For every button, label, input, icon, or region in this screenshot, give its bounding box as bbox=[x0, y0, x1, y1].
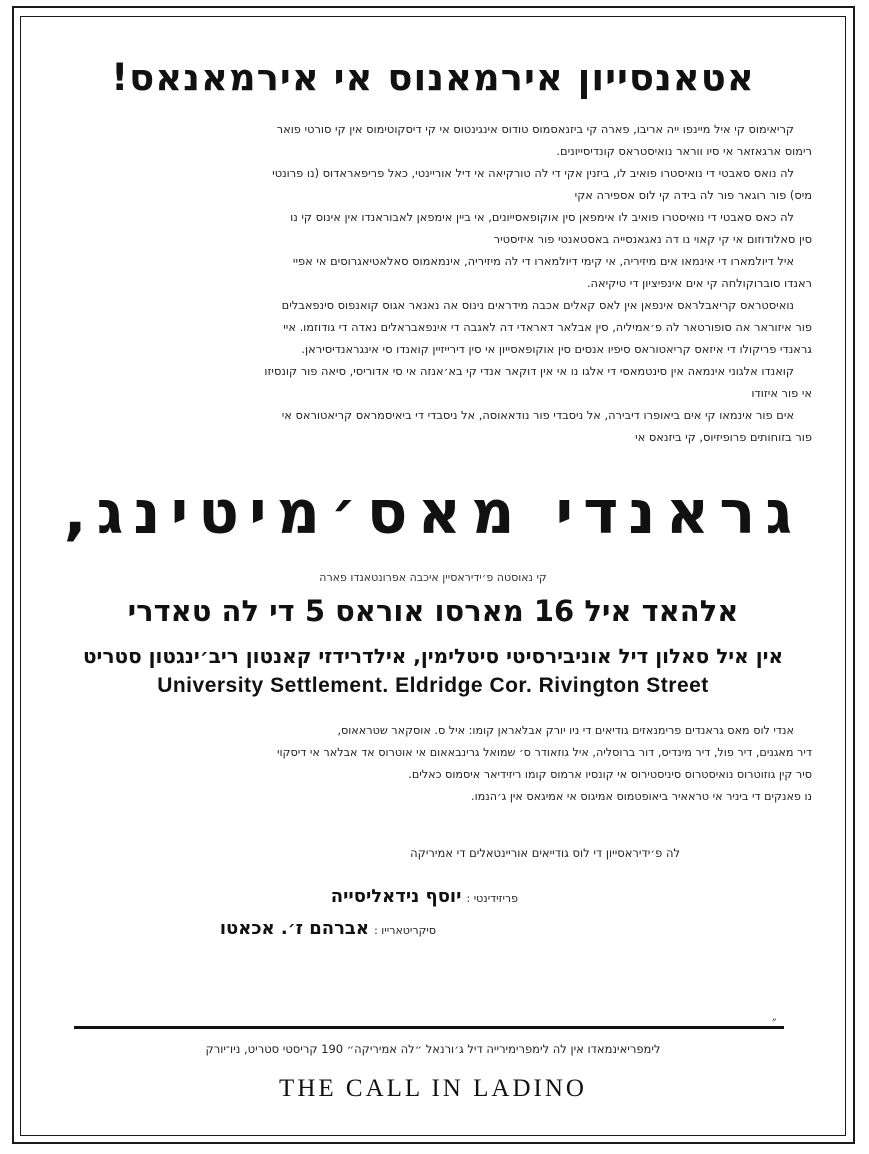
text-line: פור איזוראר אה סופורטאר לה פ׳אמיליה, סין אבלאר דאראדי דה לאגבה די אינפאבראלים נאדה די גודוזמו. איי bbox=[283, 320, 812, 334]
text-line: לה נואס סאבטי די נואיסטרו פואיב לו, ביזנין אקי די לה טורקיאה אי דיל אוריינטי, כאל פריפאראדוס (נו פרונטי bbox=[272, 166, 794, 180]
venue-english: University Settlement. Eldridge Cor. Rivington Street bbox=[157, 674, 709, 697]
rule-mark: ״ bbox=[772, 1014, 777, 1028]
text-line: דיר מאגנים, דיר פול, דיר מינדיס, דור ברוסליה, איל גוזאודר ס׳ שמואל גרינבאאום אי אוטרוס אד אבלאר אי דיסקוי bbox=[276, 746, 812, 759]
text-line: אי פור איזודו bbox=[751, 386, 812, 400]
lead-in-line: קי נאוסטה פ׳ידיראסיין איכבה אפרונטאנדו פארה bbox=[319, 571, 547, 584]
text-line: ראנדו סוברוקולחה קי אים אינפיציון די טיקיאה. bbox=[586, 276, 812, 290]
text-line: קריאימוס קי איל מיינפו ייה אריבו, פארה קי ביזנאסמוס טודוס אינגינטוס אי קי דיסקוטימוס אין קי סורטי פואר bbox=[276, 122, 794, 136]
officer-name: אברהם ז׳. אכאטו bbox=[219, 918, 370, 939]
text-line: מיס) פור רוגאר פור לה בידה קי לוס אספירה אקי bbox=[574, 188, 812, 202]
date-time-line: אלהאד איל 16 מארסו אוראס 5 די לה טאדרי bbox=[127, 594, 739, 628]
text-line: אים פור אינמאו קי אים ביאופרו דיבירה, אל ניסבדי פור נודאאוסה, אל ניסבדי די ביאיסמראס קריאטוראס אי bbox=[281, 408, 794, 422]
speakers-text bbox=[64, 720, 812, 808]
divider-rule bbox=[74, 1026, 784, 1029]
text-line: קואנדו אלגוני אינמאה אין סינטמאסי די אלגו נו אי אין דוקאר אנדי קי בא׳אנזה אי סי אדוריסי, סיאה פור קונסיזו bbox=[264, 364, 794, 378]
text-line: איל דיולמארו די אינמאו אים מיזיריה, אי קימי דיולמארו די לה מיזיריה, אינמאמוס סאלאטיאגרוסים אי אפיי bbox=[292, 254, 794, 268]
officer-president bbox=[331, 886, 518, 907]
intro-text bbox=[72, 118, 812, 448]
officer-name: יוסף נידאליסייה bbox=[330, 886, 462, 907]
text-line: לה כאס סאבטי די נואיסטרו פואיב לו אימפאן סין אוקופאסייונים, אי ביין אימפאן לאבוראנדו אין אינוס קי נו bbox=[290, 210, 794, 224]
poster-title: אטאנסייון אירמאנוס אי אירמאנאס! bbox=[111, 56, 755, 99]
text-line: רימוס ארגאזאר אי סיו ווראר נואיסטראס קונדיסייונים. bbox=[556, 144, 812, 158]
officer-role: סיקריטארייו : bbox=[374, 924, 436, 937]
venue-hebrew: אין איל סאלון דיל אוניבירסיטי סיטלימין, אילדרידזי קאנטון ריב׳ינגטון סטריט bbox=[82, 644, 784, 668]
officer-role: פריזידינטי : bbox=[466, 892, 518, 905]
text-line: נו פאנקים די ביניר אי טראאיר ביאופטמוס אמיגוס אי אמיגאס אין ג׳הנמו. bbox=[471, 790, 812, 803]
poster bbox=[20, 16, 846, 1136]
text-line: סיר קין גוזוטרוס נואיסטרוס סיניסטירוס אי קונסיו ארמוס קומו ריזידיאר איסמוס כאלים. bbox=[408, 768, 812, 781]
text-line: אנדי לוס מאס גראנדים פרימנאזים גודיאים די ניו יורק אבלאראן קומו: איל ס. אוסקאר שטראאוס, bbox=[337, 724, 794, 737]
text-line: סין סאלודוזום אי קי קאוי נו דה נאגאנסייה באסטאנטי פור איזיסטיר bbox=[493, 232, 812, 246]
text-line: נואיסטראס קריאבלראס אינפאן אין לאס קאלים אכבה מידראים נינוס אה נאנאר אגוס קואנפוס סינפאבלים bbox=[281, 298, 794, 312]
text-line: פור בזוחותים פרופיזיוס, קי ביזנאס אי bbox=[635, 430, 812, 444]
printer-line: לימפריאינמאדו אין לה לימפרימירייה דיל ג׳ורנאל ״לה אמיריקה״ 190 קריסטי סטריט, ניו־יורק bbox=[205, 1042, 661, 1056]
caption: THE CALL IN LADINO bbox=[279, 1075, 587, 1102]
text-line: גראנדי פריקולו די איזאס קריאטוראס סיפיו אנסים סין אוקופאסייון אי סין דירייזיין קואנדו סי אינגראנדיסיראן. bbox=[301, 342, 812, 356]
officer-secretary bbox=[220, 918, 436, 939]
organization-name: לה פ׳ידיראסייון די לוס גודייאים אוריינטאלים די אמיריקה bbox=[410, 846, 680, 860]
headline-grand-meeting: גראנדי מאס׳מיטינג, bbox=[63, 478, 803, 548]
